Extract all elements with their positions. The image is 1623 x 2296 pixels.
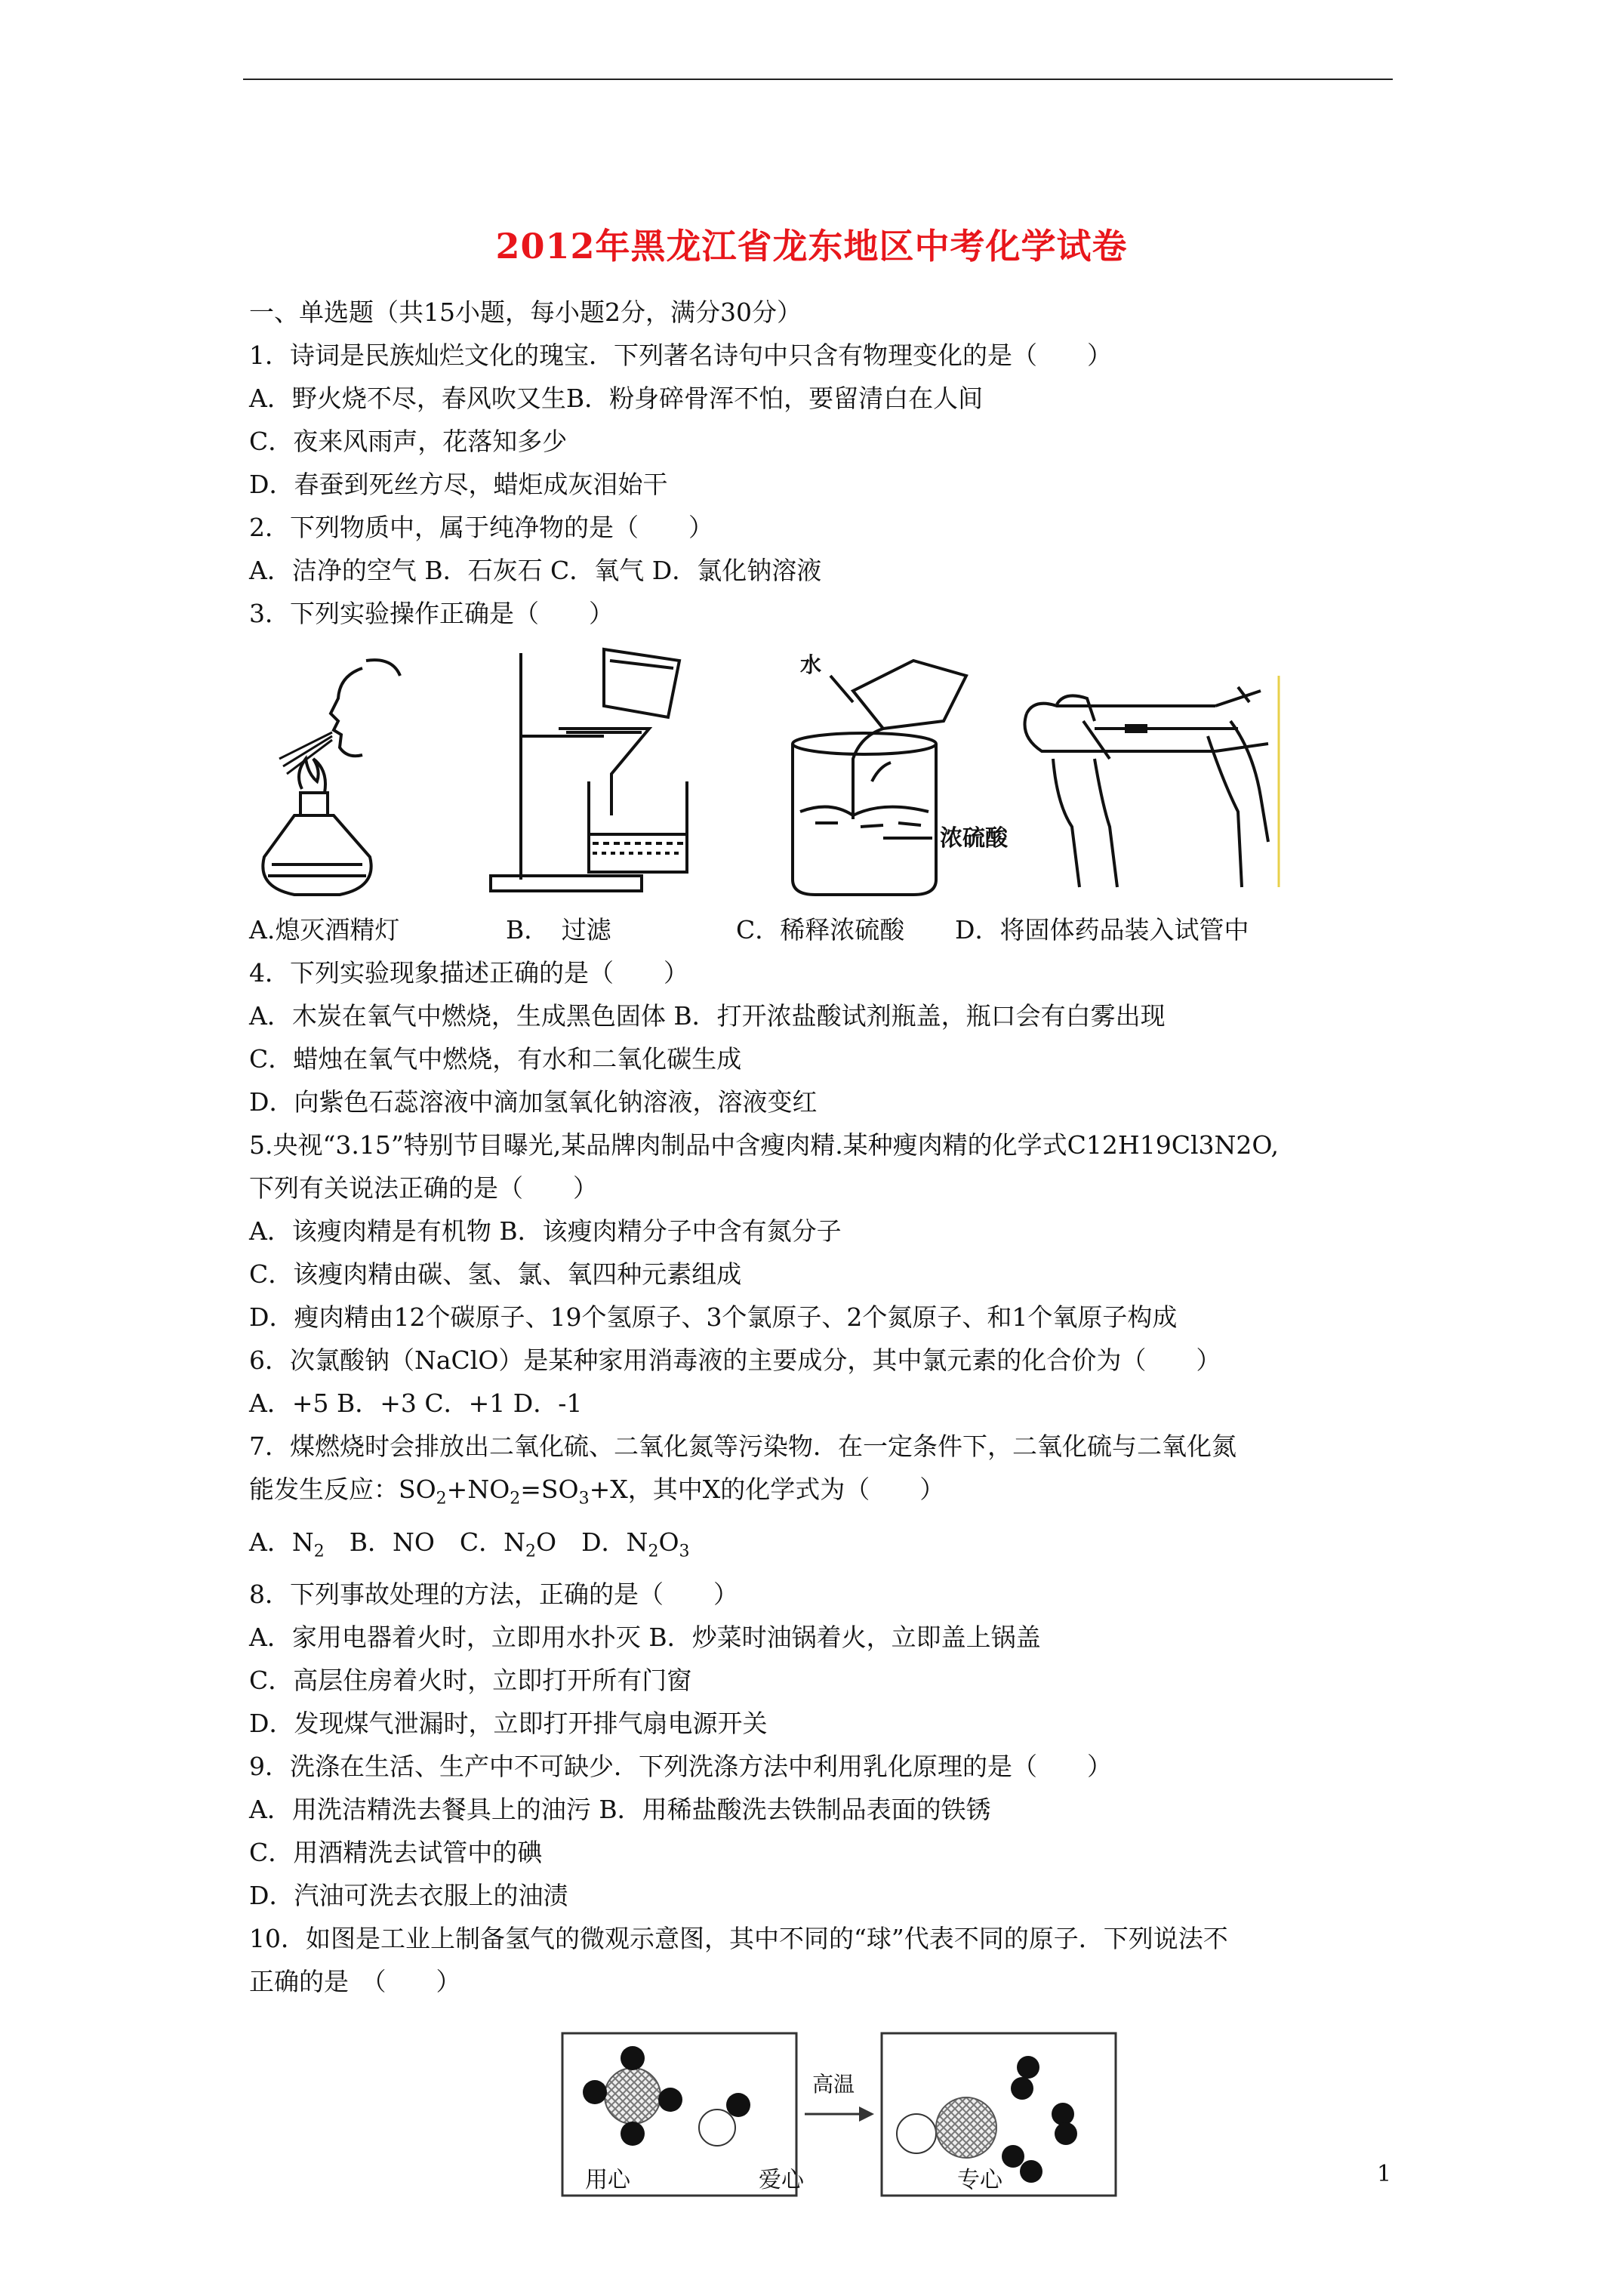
q3-option-labels xyxy=(249,908,1397,951)
alcohol-lamp-figure xyxy=(249,646,430,902)
q7-stem-line1: 7．煤燃烧时会排放出二氧化硫、二氧化氮等污染物．在一定条件下，二氧化硫与二氧化氮 xyxy=(249,1432,1236,1461)
q8-option-c: C．高层住房着火时，立即打开所有门窗 xyxy=(249,1666,692,1696)
q7-stem-line2: 能发生反应：$SO_2+NO_2=SO_3+X$，其中X的化学式为（ ） xyxy=(249,1475,945,1509)
section-header: 一、单选题（共15小题，每小题2分，满分30分） xyxy=(249,297,802,327)
page-number: 1 xyxy=(1377,2161,1392,2187)
test-tube-figure xyxy=(1012,646,1283,902)
q1-option-d: D．春蚕到死丝方尽，蜡炬成灰泪始干 xyxy=(249,470,668,499)
q5-stem-line1: 5.央视“3.15”特别节目曝光,某品牌肉制品中含瘦肉精.某种瘦肉精的化学式C12H19Cl3N2O, xyxy=(249,1130,1279,1160)
q6-stem: 6．次氯酸钠（NaClO）是某种家用消毒液的主要成分，其中氯元素的化合价为（ ） xyxy=(249,1345,1221,1375)
q3-figures xyxy=(249,646,1397,902)
q4-options-ab: A．木炭在氧气中燃烧，生成黑色固体 B．打开浓盐酸试剂瓶盖，瓶口会有白雾出现 xyxy=(249,1001,1166,1031)
q2-stem: 2．下列物质中，属于纯净物的是（ ） xyxy=(249,513,713,542)
q9-stem: 9．洗涤在生活、生产中不可缺少．下列洗涤方法中利用乳化原理的是（ ） xyxy=(249,1752,1112,1782)
footer-middle: 爱心 xyxy=(759,2167,804,2193)
q2-options: A．洁净的空气 B．石灰石 C．氧气 D．氯化钠溶液 xyxy=(249,556,822,585)
q3-label-d: D．将固体药品装入试管中 xyxy=(955,915,1249,945)
q3-label-c: C．稀释浓硫酸 xyxy=(736,915,905,945)
water-label: 水 xyxy=(800,653,822,676)
reaction-diagram xyxy=(249,2022,1397,2211)
q3-label-b: B． 过滤 xyxy=(506,915,611,945)
question-list xyxy=(249,291,1397,2211)
q7-options: A．$N_2$ B．NO C．$N_2O$ D．$N_2O_3$ xyxy=(249,1527,690,1561)
q8-options-ab: A．家用电器着火时，立即用水扑灭 B．炒菜时油锅着火，立即盖上锅盖 xyxy=(249,1623,1041,1653)
q5-stem-line2: 下列有关说法正确的是（ ） xyxy=(249,1173,598,1203)
q9-option-c: C．用酒精洗去试管中的碘 xyxy=(249,1838,543,1868)
footer-right: 专心 xyxy=(957,2167,1002,2193)
q10-stem-line1: 10．如图是工业上制备氢气的微观示意图，其中不同的“球”代表不同的原子．下列说法不 xyxy=(249,1924,1228,1954)
q3-label-a: A.熄灭酒精灯 xyxy=(249,915,400,945)
q8-stem: 8．下列事故处理的方法，正确的是（ ） xyxy=(249,1579,738,1610)
hydrogen-production-diagram xyxy=(249,2022,1397,2211)
header-rule xyxy=(243,79,1393,80)
q5-options-ab: A．该瘦肉精是有机物 B．该瘦肉精分子中含有氮分子 xyxy=(249,1216,842,1246)
q4-option-d: D．向紫色石蕊溶液中滴加氢氧化钠溶液，溶液变红 xyxy=(249,1087,818,1117)
acid-label: 浓硫酸 xyxy=(940,826,1008,851)
page-title: 2012年黑龙江省龙东地区中考化学试卷 xyxy=(495,226,1128,267)
arrow-label: 高温 xyxy=(812,2072,855,2097)
q1-stem: 1．诗词是民族灿烂文化的瑰宝．下列著名诗句中只含有物理变化的是（ ） xyxy=(249,341,1112,370)
footer-left: 用心 xyxy=(585,2167,630,2193)
q9-option-d: D．汽油可洗去衣服上的油渍 xyxy=(249,1881,568,1911)
q5-option-d: D．瘦肉精由12个碳原子、19个氢原子、3个氯原子、2个氮原子、和1个氧原子构成 xyxy=(249,1302,1178,1332)
q3-stem: 3．下列实验操作正确是（ ） xyxy=(249,599,614,628)
q10-stem-line2: 正确的是 （ ） xyxy=(249,1967,461,1997)
q8-option-d: D．发现煤气泄漏时，立即打开排气扇电源开关 xyxy=(249,1709,768,1739)
q1-option-c: C．夜来风雨声，花落知多少 xyxy=(249,427,568,456)
q4-option-c: C．蜡烛在氧气中燃烧，有水和二氧化碳生成 xyxy=(249,1044,742,1074)
arrow-head-icon xyxy=(859,2106,874,2122)
q6-options: A．+5 B．+3 C．+1 D．-1 xyxy=(249,1388,583,1418)
q4-stem: 4．下列实验现象描述正确的是（ ） xyxy=(249,958,688,988)
q9-options-ab: A．用洗洁精洗去餐具上的油污 B．用稀盐酸洗去铁制品表面的铁锈 xyxy=(249,1795,991,1825)
filtration-figure xyxy=(476,646,702,902)
q1-options-ab: A．野火烧不尽，春风吹又生B．粉身碎骨浑不怕，要留清白在人间 xyxy=(249,384,984,413)
q5-option-c: C．该瘦肉精由碳、氢、氯、氧四种元素组成 xyxy=(249,1259,742,1289)
